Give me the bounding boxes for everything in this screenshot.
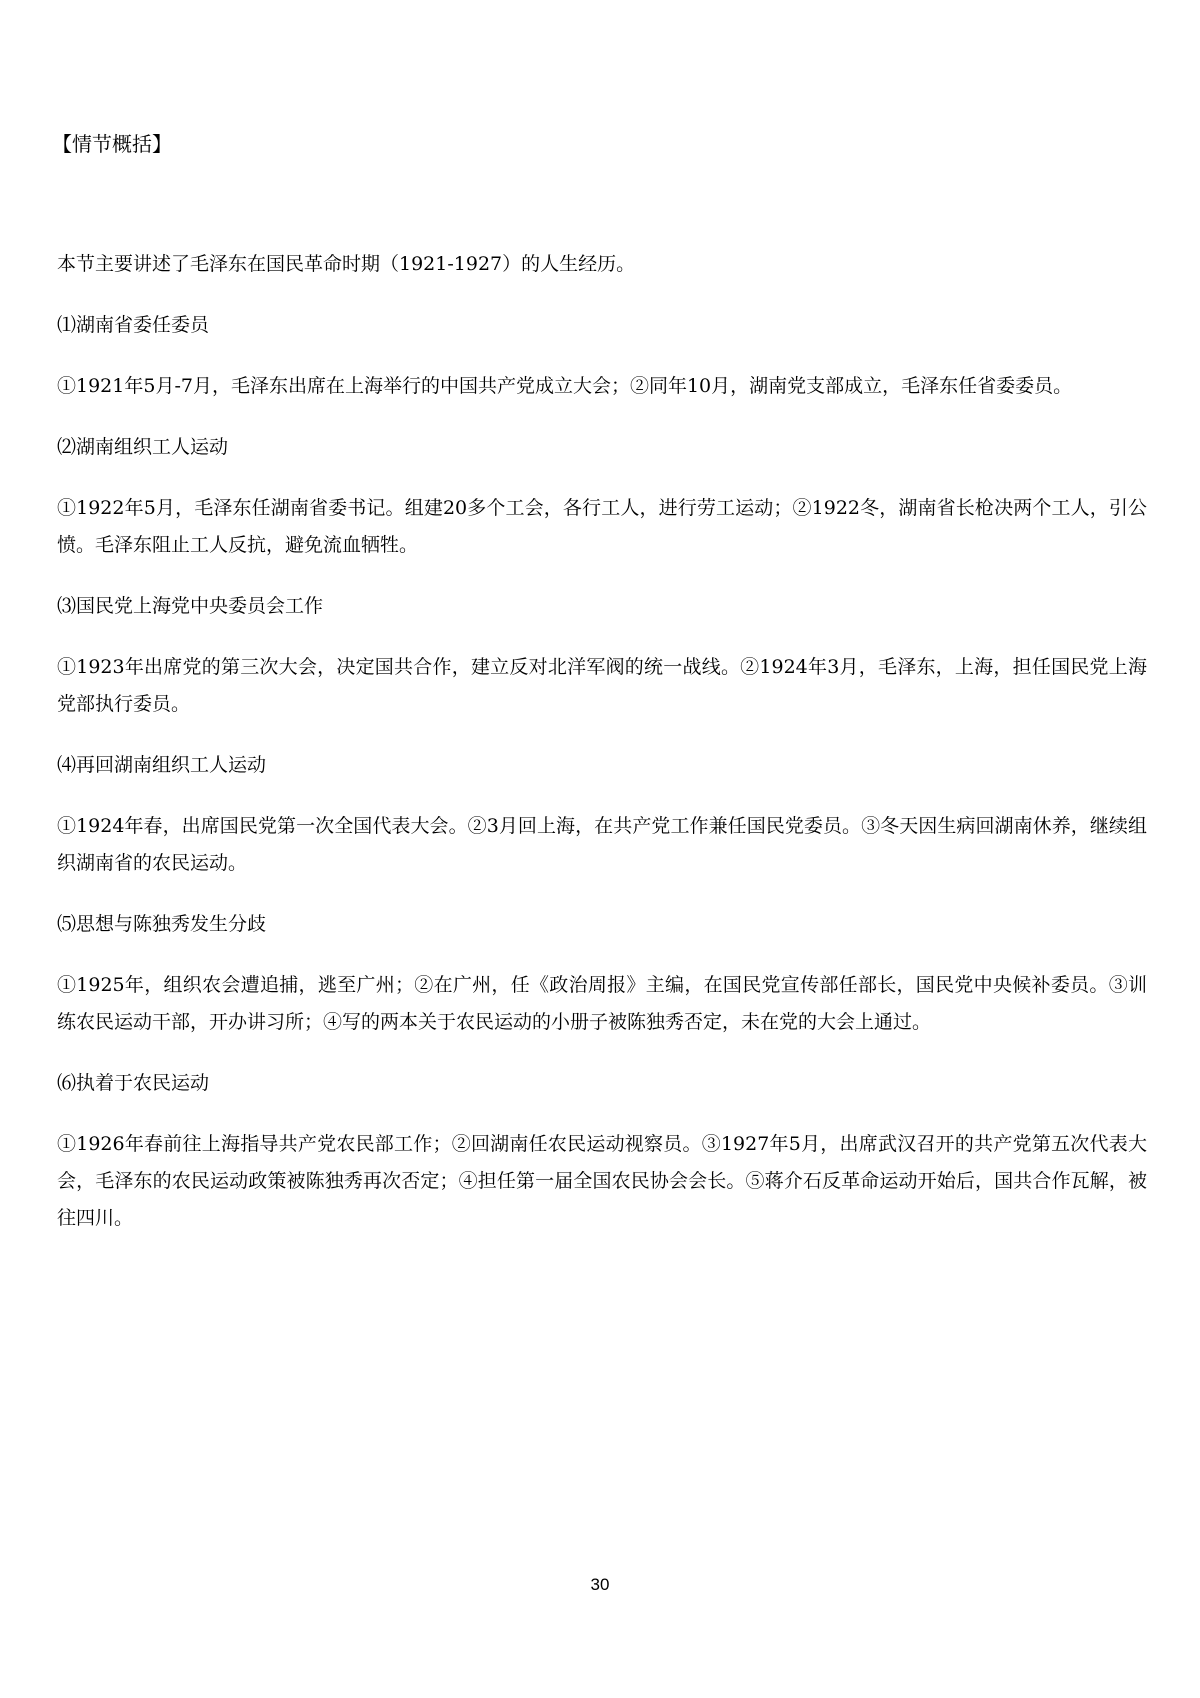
section-body-4: ①1924年春，出席国民党第一次全国代表大会。②3月回上海，在共产党工作兼任国民党委员。③冬天因生病回湖南休养，继续组织湖南省的农民运动。 [57, 815, 1147, 874]
section-body-2: ①1922年5月，毛泽东任湖南省委书记。组建20多个工会，各行工人，进行劳工运动；②1922冬，湖南省长枪决两个工人，引公愤。毛泽东阻止工人反抗，避免流血牺牲。 [57, 497, 1147, 556]
section-title-5: ⑸思想与陈独秀发生分歧 [57, 913, 267, 935]
section-body-1: ①1921年5月-7月，毛泽东出席在上海举行的中国共产党成立大会；②同年10月，湖南党支部成立，毛泽东任省委委员。 [57, 375, 1073, 397]
section-body-5: ①1925年，组织农会遭追捕，逃至广州；②在广州，任《政治周报》主编，在国民党宣传部任部长，国民党中央候补委员。③训练农民运动干部，开办讲习所；④写的两本关于农民运动的小册子被陈独秀否定，未在党的大会上通过。 [57, 974, 1147, 1033]
section-body-3: ①1923年出席党的第三次大会，决定国共合作，建立反对北洋军阀的统一战线。②1924年3月，毛泽东，上海，担任国民党上海党部执行委员。 [57, 656, 1147, 715]
section-title-1: ⑴湖南省委任委员 [57, 314, 210, 336]
section-title-6: ⑹执着于农民运动 [57, 1072, 210, 1094]
section-body-6: ①1926年春前往上海指导共产党农民部工作；②回湖南任农民运动视察员。③1927年5月，出席武汉召开的共产党第五次代表大会，毛泽东的农民运动政策被陈独秀再次否定；④担任第一届全国农民协会会长。⑤蒋介石反革命运动开始后，国共合作瓦解，被往四川。 [57, 1133, 1147, 1229]
section-heading: 【情节概括】 [52, 132, 172, 156]
document-body [57, 246, 1147, 1261]
section-title-4: ⑷再回湖南组织工人运动 [57, 754, 267, 776]
section-title-3: ⑶国民党上海党中央委员会工作 [57, 595, 324, 617]
page-number: 30 [590, 1575, 610, 1594]
section-title-2: ⑵湖南组织工人运动 [57, 436, 229, 458]
intro-paragraph: 本节主要讲述了毛泽东在国民革命时期（1921-1927）的人生经历。 [57, 253, 636, 275]
